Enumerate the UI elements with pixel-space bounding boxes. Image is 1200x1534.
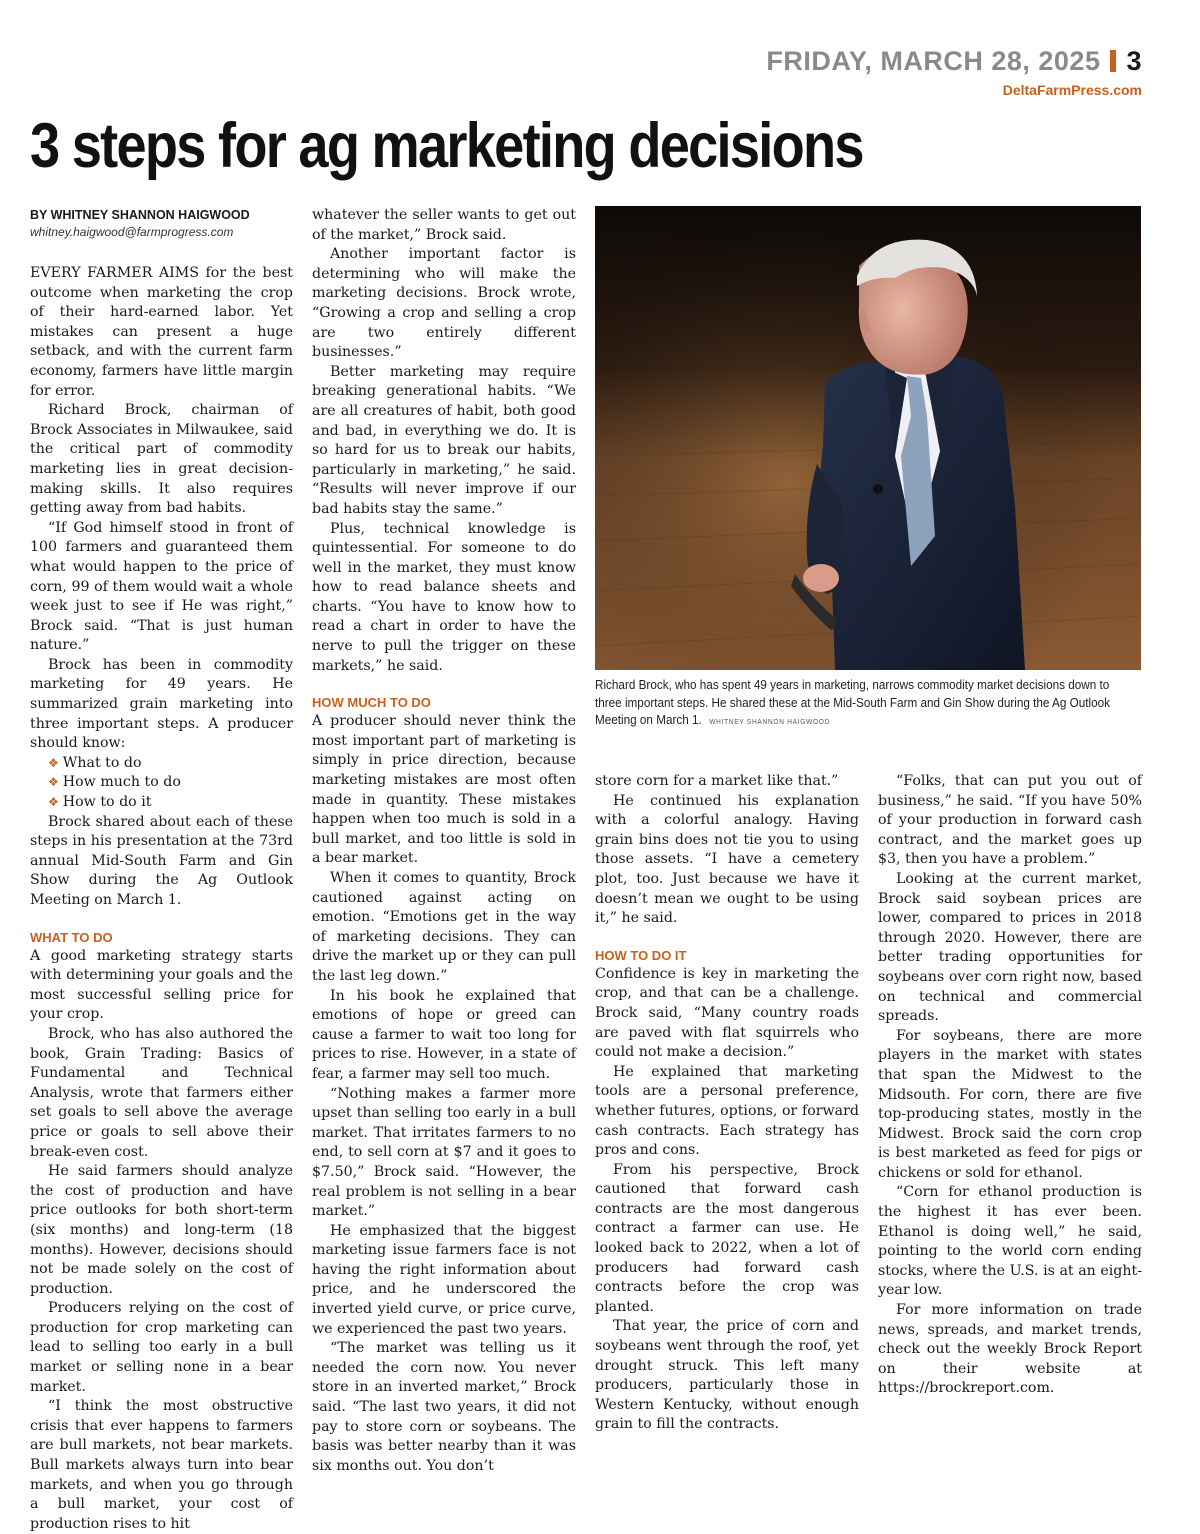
intro-paragraph: Brock shared about each of these steps in his presentation at the 73rd annual Mid-South Farm and Gin Show during the Ag Outlook Meeting on March 1. (30, 813, 293, 908)
body-paragraph: Better marketing may require breaking generational habits. “We are all creatures of habit, both good and bad, in everything we do. It is so hard for us to break our habits, particularly in marketing,” he said. “Results will never improve if our bad habits stay the same.” (312, 363, 576, 517)
photo-credit: WHITNEY SHANNON HAIGWOOD (709, 719, 831, 726)
body-paragraph: He emphasized that the biggest marketing issue farmers face is not having the right information about price, and he underscored the inverted yield curve, or price curve, we experienced the past two years. (312, 1222, 576, 1337)
site-url[interactable]: DeltaFarmPress.com (1002, 82, 1142, 98)
body-paragraph: He explained that marketing tools are a personal preference, whether futures, options, or forward cash contracts. Each strategy has pros and cons. (595, 1063, 859, 1159)
page-folio (766, 46, 1142, 77)
caption-text: Richard Brock, who has spent 49 years in marketing, narrows commodity market decisions down to three important steps. He shared these at the Mid-South Farm and Gin Show during the Ag Outlook Meeting on March 1. (595, 678, 1110, 727)
headline: 3 steps for ag marketing decisions (30, 111, 863, 181)
body-paragraph: When it comes to quantity, Brock cautioned against acting on emotion. “Emotions get in the way of marketing decisions. They can drive the market up or they can pull the last leg down.” (312, 870, 576, 984)
body-paragraph: That year, the price of corn and soybeans went through the roof, yet drought struck. This left many producers, particularly those in Western Kentucky, without enough grain to fill the contracts. (595, 1318, 859, 1433)
body-paragraph: Confidence is key in marketing the crop, and that can be a challenge. Brock said, “Many country roads are paved with flat squirrels who could not make a decision.” (595, 965, 859, 1061)
subhead-how-much-to-do: HOW MUCH TO DO (312, 695, 431, 711)
list-item: ❖ What to do (48, 754, 142, 771)
intro-paragraph: “If God himself stood in front of 100 farmers and guaranteed them what would happen to the price of corn, 99 of them would wait a whole week just to see if He was right,” Brock said. “That is just human nature.” (30, 519, 293, 654)
column-1 (30, 206, 293, 1534)
body-paragraph: “The market was telling us it needed the corn now. You never store in an inverted market,” Brock said. “The last two years, it did not pay to store corn or soybeans. The basis was better nearby than it was six months out. You don’t (312, 1340, 576, 1474)
steps-list (30, 754, 293, 813)
body-paragraph: Producers relying on the cost of production for crop marketing can lead to selling too early in a bull market or selling none in a bear market. (30, 1300, 293, 1395)
body-paragraph: “Folks, that can put you out of business,” he said. “If you have 50% of your production in forward cash contract, and the market goes up $3, then you have a problem.” (878, 773, 1142, 868)
body-paragraph: For more information on trade news, spreads, and market trends, check out the weekly Brock Report on their website at https://brockreport.com. (878, 1302, 1142, 1397)
intro-paragraph: EVERY FARMER AIMS for the best outcome when marketing the crop of their hard-earned labor. Yet mistakes can present a huge setback, and with the current farm economy, farmers have little margin for error. (30, 265, 293, 399)
body-paragraph: store corn for a market like that.” (595, 773, 839, 789)
column-2 (312, 206, 576, 1476)
subhead-what-to-do: WHAT TO DO (30, 929, 113, 945)
body-paragraph: He continued his explanation with a colorful analogy. Having grain bins does not tie you to using those assets. “I have a cemetery plot, too. Just because we have it doesn’t mean we ought to be using it,” he said. (595, 792, 859, 927)
photo-caption (595, 677, 1139, 732)
body-paragraph: “Corn for ethanol production is the highest it has ever been. Ethanol is doing well,” he said, pointing to the world corn ending stocks, where the U.S. is at an eight-year low. (878, 1184, 1142, 1299)
issue-date: FRIDAY, MARCH 28, 2025 (766, 46, 1101, 76)
page-number: 3 (1126, 46, 1142, 76)
list-item: ❖ How to do it (48, 794, 152, 811)
byline-email[interactable]: whitney.haigwood@farmprogress.com (30, 225, 234, 239)
speaker-photo-illustration (595, 206, 1141, 670)
folio-divider (1110, 50, 1116, 72)
body-paragraph: Brock, who has also authored the book, Grain Trading: Basics of Fundamental and Technical Analysis, wrote that farmers either set goals to sell above the average price or goals to sell above their break-even cost. (30, 1025, 293, 1160)
body-paragraph: “I think the most obstructive crisis that ever happens to farmers are bull markets, not bear markets. Bull markets always turn into bear markets, and when you go through a bull market, your cost of production rises to hit (30, 1398, 293, 1532)
diamond-bullet-icon: ❖ (48, 795, 59, 810)
subhead-how-to-do-it: HOW TO DO IT (595, 947, 687, 963)
byline-author: BY WHITNEY SHANNON HAIGWOOD (30, 208, 250, 222)
diamond-bullet-icon: ❖ (48, 775, 59, 790)
article-photo (595, 206, 1141, 670)
list-item: ❖ How much to do (48, 774, 181, 791)
intro-paragraph: Richard Brock, chairman of Brock Associates in Milwaukee, said the critical part of commodity marketing lies in great decision-making skills. It also requires getting away from bad habits. (30, 402, 293, 517)
body-paragraph: Another important factor is determining who will make the marketing decisions. Brock wrote, “Growing a crop and selling a crop are two entirely different businesses.” (312, 246, 576, 361)
column-3 (595, 772, 859, 1435)
body-paragraph: Plus, technical knowledge is quintessential. For someone to do well in the market, they must know how to read balance sheets and charts. “You have to know how to read a chart in order to have the nerve to pull the trigger on these markets,” he said. (312, 520, 576, 674)
body-paragraph: “Nothing makes a farmer more upset than selling too early in a bull market. That irritates farmers to no end, to sell corn at $7 and it goes to $7.50,” Brock said. “However, the real problem is not selling in a bear market.” (312, 1085, 576, 1220)
diamond-bullet-icon: ❖ (48, 755, 59, 770)
body-paragraph: For soybeans, there are more players in the market with states that span the Midwest to the Midsouth. For corn, there are five top-producing states, mostly in the Midwest. Brock said the corn crop is best marketed as feed for pigs or chickens or sold for ethanol. (878, 1027, 1142, 1181)
body-paragraph: In his book he explained that emotions of hope or greed can cause a farmer to wait too long for prices to rise. However, in a state of fear, a farmer may sell too much. (312, 987, 576, 1082)
body-paragraph: whatever the seller wants to get out of the market,” Brock said. (312, 207, 576, 243)
body-paragraph: From his perspective, Brock cautioned that forward cash contracts are the most dangerous contract a farmer can use. He looked back to 2022, when a lot of producers had forward cash contracts before the crop was planted. (595, 1161, 859, 1315)
intro-paragraph: Brock has been in commodity marketing for 49 years. He summarized grain marketing into three important steps. A producer should know: (30, 656, 293, 752)
body-paragraph: A producer should never think the most important part of marketing is simply in price direction, because marketing mistakes are most often made in quantity. These mistakes happen when too much is sold in a bull market, and too little is sold in a bear market. (312, 713, 576, 867)
body-paragraph: He said farmers should analyze the cost of production and have price outlooks for both short-term (six months) and long-term (18 months). However, decisions should not be made solely on the cost of production. (30, 1163, 293, 1297)
column-4 (878, 772, 1142, 1399)
body-paragraph: A good marketing strategy starts with determining your goals and the most successful selling price for your crop. (30, 947, 293, 1023)
body-paragraph: Looking at the current market, Brock said soybean prices are lower, compared to prices in 2018 through 2020. However, there are better trading opportunities for soybeans over corn right now, based on technical and commercial spreads. (878, 870, 1142, 1025)
